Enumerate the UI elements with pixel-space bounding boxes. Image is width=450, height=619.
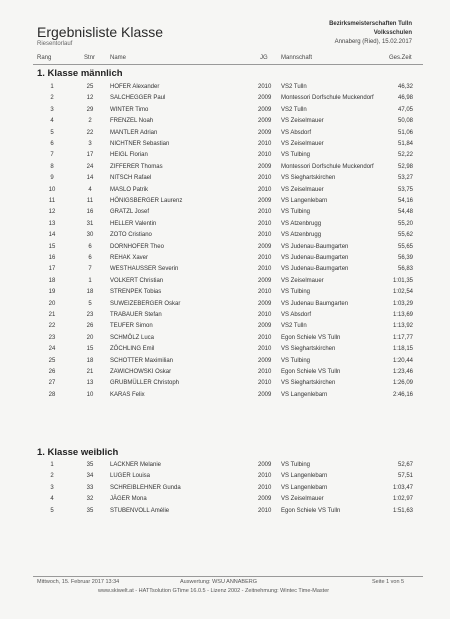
table-row <box>0 185 450 196</box>
cell-name: KARAS Felix <box>110 391 145 398</box>
cell-birth-year: 2009 <box>258 163 272 170</box>
cell-stnr: 2 <box>88 118 92 125</box>
cell-rank: 2 <box>50 95 54 102</box>
cell-rank: 9 <box>50 175 54 182</box>
table-row <box>0 253 450 264</box>
cell-team: VS Sieghartskirchen <box>281 346 336 353</box>
table-row <box>0 356 450 367</box>
cell-birth-year: 2010 <box>258 369 272 375</box>
cell-name: MASLO Patrik <box>110 186 149 193</box>
cell-birth-year: 2010 <box>258 209 272 216</box>
cell-time: 1:20,44 <box>392 357 413 364</box>
cell-birth-year: 2010 <box>258 152 272 159</box>
cell-birth-year: 2010 <box>258 255 272 261</box>
column-header-jg: JG <box>260 55 268 61</box>
footer-page: Seite 1 von 5 <box>372 579 405 585</box>
cell-team: VS Judenau-Baumgarten <box>281 255 349 261</box>
cell-stnr: 13 <box>86 380 94 387</box>
cell-time: 53,75 <box>397 186 413 193</box>
cell-birth-year: 2009 <box>258 300 272 307</box>
cell-time: 50,08 <box>397 118 413 125</box>
cell-rank: 21 <box>48 312 56 318</box>
cell-time: 2:46,16 <box>392 391 413 398</box>
organizer-line-2: Volksschulen <box>373 30 412 36</box>
cell-stnr: 22 <box>86 129 94 136</box>
cell-rank: 11 <box>48 198 56 204</box>
cell-time: 55,62 <box>397 232 413 239</box>
cell-team: VS Zeiselmauer <box>281 277 324 284</box>
cell-time: 47,05 <box>397 106 413 113</box>
cell-stnr: 1 <box>88 277 92 284</box>
cell-stnr: 30 <box>86 232 94 239</box>
cell-birth-year: 2009 <box>258 198 272 204</box>
cell-name: GRATZL Josef <box>110 209 150 216</box>
cell-name: LUGER Louisa <box>110 473 151 480</box>
cell-birth-year: 2010 <box>258 484 272 491</box>
cell-time: 52,22 <box>397 152 413 159</box>
cell-rank: 27 <box>48 380 56 387</box>
cell-birth-year: 2009 <box>258 95 272 102</box>
cell-name: GRUBMÜLLER Christoph <box>110 380 180 387</box>
cell-stnr: 21 <box>86 369 94 375</box>
table-row <box>0 310 450 321</box>
cell-stnr: 14 <box>86 175 94 182</box>
cell-birth-year: 2010 <box>258 220 272 227</box>
cell-time: 1:03,29 <box>392 300 413 307</box>
cell-stnr: 24 <box>86 163 94 170</box>
cell-time: 54,48 <box>397 209 413 216</box>
cell-rank: 16 <box>48 255 56 261</box>
cell-stnr: 34 <box>86 473 94 480</box>
cell-birth-year: 2009 <box>258 129 272 136</box>
cell-team: VS Tulbing <box>281 357 311 364</box>
cell-rank: 15 <box>48 243 56 250</box>
cell-time: 1:17,77 <box>392 334 413 341</box>
cell-stnr: 4 <box>88 186 92 193</box>
cell-birth-year: 2009 <box>258 462 272 468</box>
cell-rank: 1 <box>50 462 54 468</box>
table-row <box>0 287 450 298</box>
cell-name: STRENPEK Tobias <box>110 289 162 296</box>
table-row <box>0 367 450 378</box>
header-divider <box>33 64 423 65</box>
cell-birth-year: 2009 <box>258 106 272 113</box>
cell-team: VS Langenlebarn <box>281 198 328 204</box>
cell-rank: 24 <box>48 346 56 353</box>
cell-time: 52,98 <box>397 163 413 170</box>
cell-name: WESTHAUSSER Severin <box>110 266 179 273</box>
page-subtitle: Riesentorlauf <box>37 41 73 47</box>
cell-birth-year: 2010 <box>258 507 272 514</box>
cell-name: SALCHEGGER Paul <box>110 95 166 102</box>
cell-team: Montessori Dorfschule Muckendorf <box>281 95 374 102</box>
cell-rank: 6 <box>50 141 54 147</box>
cell-team: VS Judenau-Baumgarten <box>281 243 349 250</box>
cell-time: 55,20 <box>397 220 413 227</box>
table-row <box>0 483 450 494</box>
table-row <box>0 128 450 139</box>
cell-rank: 10 <box>48 186 56 193</box>
cell-name: WINTER Timo <box>110 106 149 113</box>
cell-time: 53,27 <box>397 175 413 182</box>
cell-rank: 17 <box>48 266 56 273</box>
cell-time: 56,83 <box>397 266 413 273</box>
cell-birth-year: 2009 <box>258 357 272 364</box>
cell-team: VS Judenau Baumgarten <box>281 300 349 307</box>
cell-birth-year: 2010 <box>258 175 272 182</box>
table-row <box>0 173 450 184</box>
cell-time: 1:18,15 <box>392 346 413 353</box>
cell-time: 54,16 <box>397 198 413 204</box>
cell-name: HOFER Alexander <box>110 84 160 90</box>
table-row <box>0 460 450 471</box>
cell-name: TEUFER Simon <box>110 323 153 330</box>
cell-time: 1:26,09 <box>392 380 413 387</box>
cell-name: STUBENVOLL Amélie <box>110 507 170 514</box>
cell-rank: 12 <box>48 209 56 216</box>
cell-birth-year: 2010 <box>258 312 272 318</box>
table-row <box>0 139 450 150</box>
cell-name: SCHOTTER Maximilian <box>110 357 174 364</box>
table-row <box>0 276 450 287</box>
cell-team: VS Langenlebarn <box>281 391 328 398</box>
cell-name: ZIFFERER Thomas <box>110 163 163 170</box>
cell-team: VS Langenlebarn <box>281 484 328 491</box>
table-row <box>0 344 450 355</box>
cell-rank: 2 <box>50 473 54 480</box>
table-row <box>0 105 450 116</box>
cell-name: HELLER Valentin <box>110 220 157 227</box>
cell-team: VS Tulbing <box>281 152 311 159</box>
cell-stnr: 6 <box>88 255 92 261</box>
cell-stnr: 35 <box>86 462 94 468</box>
cell-time: 1:03,47 <box>392 484 413 491</box>
table-row <box>0 471 450 482</box>
footer-evaluation: Auswertung: WSU ANNABERG <box>180 579 258 585</box>
cell-time: 1:02,54 <box>392 289 413 296</box>
footer-divider <box>33 576 423 577</box>
cell-rank: 28 <box>48 391 56 398</box>
cell-name: HÖNIGSBERGER Laurenz <box>110 198 183 204</box>
table-row <box>0 378 450 389</box>
cell-stnr: 17 <box>86 152 94 159</box>
cell-name: NITSCH Rafael <box>110 175 152 182</box>
cell-time: 1:13,69 <box>392 312 413 318</box>
cell-time: 1:51,63 <box>392 507 413 514</box>
cell-stnr: 15 <box>86 346 94 353</box>
column-header-team: Mannschaft <box>281 55 313 61</box>
cell-name: FRENZEL Noah <box>110 118 154 125</box>
table-row <box>0 299 450 310</box>
cell-rank: 7 <box>50 152 54 159</box>
cell-team: VS Absdorf <box>281 129 312 136</box>
cell-birth-year: 2010 <box>258 380 272 387</box>
table-row <box>0 219 450 230</box>
page-title: Ergebnisliste Klasse <box>37 24 164 40</box>
cell-birth-year: 2010 <box>258 346 272 353</box>
cell-rank: 20 <box>48 300 56 307</box>
table-row <box>0 321 450 332</box>
cell-birth-year: 2010 <box>258 266 272 273</box>
table-row <box>0 230 450 241</box>
cell-team: Montessori Dorfschule Muckendorf <box>281 163 374 170</box>
table-row <box>0 494 450 505</box>
cell-rank: 3 <box>50 484 54 491</box>
cell-rank: 4 <box>50 118 54 125</box>
table-row <box>0 390 450 401</box>
cell-rank: 23 <box>48 334 56 341</box>
table-row <box>0 116 450 127</box>
cell-team: VS Sieghartskirchen <box>281 175 336 182</box>
cell-stnr: 7 <box>88 266 92 273</box>
cell-birth-year: 2010 <box>258 334 272 341</box>
cell-time: 56,39 <box>397 255 413 261</box>
cell-name: LACKNER Melanie <box>110 462 162 468</box>
cell-team: VS Langenlebarn <box>281 473 328 480</box>
cell-birth-year: 2010 <box>258 84 272 90</box>
cell-birth-year: 2010 <box>258 473 272 480</box>
cell-time: 52,67 <box>397 462 413 468</box>
cell-stnr: 26 <box>86 323 94 330</box>
cell-birth-year: 2009 <box>258 277 272 284</box>
cell-stnr: 5 <box>88 300 92 307</box>
footer-software: www.skiwelt.at - HATTsolution GTime 16.0.5 - Lizenz 2002 - Zeitnehmung: Wintec Time-Master <box>98 588 330 594</box>
cell-team: VS Zeiselmauer <box>281 141 324 147</box>
cell-time: 51,06 <box>397 129 413 136</box>
cell-name: SUWEIZEBERGER Oskar <box>110 300 181 307</box>
table-row <box>0 82 450 93</box>
cell-name: HEIGL Florian <box>110 152 148 159</box>
cell-stnr: 18 <box>86 357 94 364</box>
cell-team: VS Zeiselmauer <box>281 186 324 193</box>
column-header-time: Ges.Zeit <box>389 55 412 61</box>
cell-stnr: 25 <box>86 84 94 90</box>
cell-name: DORNHOFER Theo <box>110 243 164 250</box>
cell-stnr: 29 <box>86 106 94 113</box>
organizer-line-1: Bezirksmeisterschaften Tulln <box>329 21 412 27</box>
cell-team: VS Absdorf <box>281 312 312 318</box>
cell-stnr: 12 <box>86 95 94 102</box>
cell-team: VS Tulbing <box>281 462 311 468</box>
cell-name: SCHREIBLEHNER Gunda <box>110 484 181 491</box>
cell-rank: 8 <box>50 163 54 170</box>
cell-time: 57,51 <box>397 473 413 480</box>
cell-team: VS Zeiselmauer <box>281 118 324 125</box>
cell-name: ZAWICHOWSKI Oskar <box>110 369 172 375</box>
cell-rank: 22 <box>48 323 56 330</box>
cell-rank: 3 <box>50 106 54 113</box>
cell-name: REHAK Xaver <box>110 255 149 261</box>
cell-stnr: 16 <box>86 209 94 216</box>
cell-birth-year: 2010 <box>258 186 272 193</box>
cell-time: 1:23,46 <box>392 369 413 375</box>
cell-team: VS2 Tulln <box>281 84 307 90</box>
cell-name: MANTLER Adrian <box>110 129 158 136</box>
cell-time: 1:02,97 <box>392 496 413 503</box>
cell-team: VS Tulbing <box>281 289 311 296</box>
cell-team: VS Judenau-Baumgarten <box>281 266 349 273</box>
cell-rank: 14 <box>48 232 56 239</box>
cell-name: ZÖCHLING Emil <box>110 346 155 353</box>
cell-stnr: 33 <box>86 484 94 491</box>
cell-stnr: 18 <box>86 289 94 296</box>
table-row <box>0 264 450 275</box>
cell-stnr: 31 <box>86 220 94 227</box>
table-row <box>0 207 450 218</box>
cell-rank: 13 <box>48 220 56 227</box>
cell-rank: 4 <box>50 496 54 503</box>
cell-birth-year: 2009 <box>258 391 272 398</box>
cell-name: SCHMÖLZ Luca <box>110 334 155 341</box>
cell-birth-year: 2010 <box>258 141 272 147</box>
cell-time: 1:13,92 <box>392 323 413 330</box>
cell-rank: 19 <box>48 289 56 296</box>
cell-rank: 25 <box>48 357 56 364</box>
cell-stnr: 32 <box>86 496 94 503</box>
cell-stnr: 35 <box>86 507 94 514</box>
table-row <box>0 93 450 104</box>
cell-time: 55,65 <box>397 243 413 250</box>
cell-time: 1:01,35 <box>392 277 413 284</box>
cell-birth-year: 2009 <box>258 496 272 503</box>
cell-team: VS Zeiselmauer <box>281 496 324 503</box>
cell-rank: 5 <box>50 507 54 514</box>
footer-date: Mittwoch, 15. Februar 2017 13:34 <box>37 579 120 585</box>
cell-birth-year: 2009 <box>258 323 272 330</box>
cell-name: TRABAUER Stefan <box>110 312 162 318</box>
section-title: 1. Klasse männlich <box>37 68 123 79</box>
column-header-rank: Rang <box>37 55 52 61</box>
organizer-line-3: Annaberg (Ried), 15.02.2017 <box>334 39 412 45</box>
column-header-stnr: Stnr <box>84 55 96 61</box>
cell-birth-year: 2010 <box>258 232 272 239</box>
cell-team: VS Atzenbrugg <box>281 220 322 227</box>
cell-team: Egon Schiele VS Tulln <box>281 334 341 341</box>
cell-birth-year: 2009 <box>258 243 272 250</box>
cell-time: 46,98 <box>397 95 413 102</box>
cell-stnr: 6 <box>88 243 92 250</box>
table-row <box>0 196 450 207</box>
cell-stnr: 23 <box>86 312 94 318</box>
cell-name: JÄGER Mona <box>110 496 147 503</box>
table-row <box>0 150 450 161</box>
cell-stnr: 10 <box>86 391 94 398</box>
organizer-block <box>329 20 412 47</box>
cell-time: 51,84 <box>397 141 413 147</box>
cell-team: VS Sieghartskirchen <box>281 380 336 387</box>
cell-rank: 18 <box>48 277 56 284</box>
column-header-name: Name <box>110 55 127 61</box>
cell-team: VS Atzenbrugg <box>281 232 322 239</box>
cell-birth-year: 2009 <box>258 118 272 125</box>
table-row <box>0 506 450 517</box>
cell-team: Egon Schiele VS Tulln <box>281 507 341 514</box>
cell-name: NICHTNER Sebastian <box>110 141 170 147</box>
cell-stnr: 20 <box>86 334 94 341</box>
cell-stnr: 3 <box>88 141 92 147</box>
cell-team: VS2 Tulln <box>281 323 307 330</box>
cell-stnr: 11 <box>86 198 94 204</box>
cell-team: VS Tulbing <box>281 209 311 216</box>
cell-team: Egon Schiele VS Tulln <box>281 369 341 375</box>
table-row <box>0 242 450 253</box>
table-row <box>0 333 450 344</box>
cell-name: ZOTO Cristiano <box>110 232 152 239</box>
cell-name: VOLKERT Christian <box>110 277 164 284</box>
section-title: 1. Klasse weiblich <box>37 447 119 458</box>
table-row <box>0 162 450 173</box>
cell-birth-year: 2010 <box>258 289 272 296</box>
cell-rank: 1 <box>50 84 54 90</box>
cell-team: VS2 Tulln <box>281 106 307 113</box>
cell-time: 46,32 <box>397 84 413 90</box>
cell-rank: 5 <box>50 129 54 136</box>
cell-rank: 26 <box>48 369 56 375</box>
